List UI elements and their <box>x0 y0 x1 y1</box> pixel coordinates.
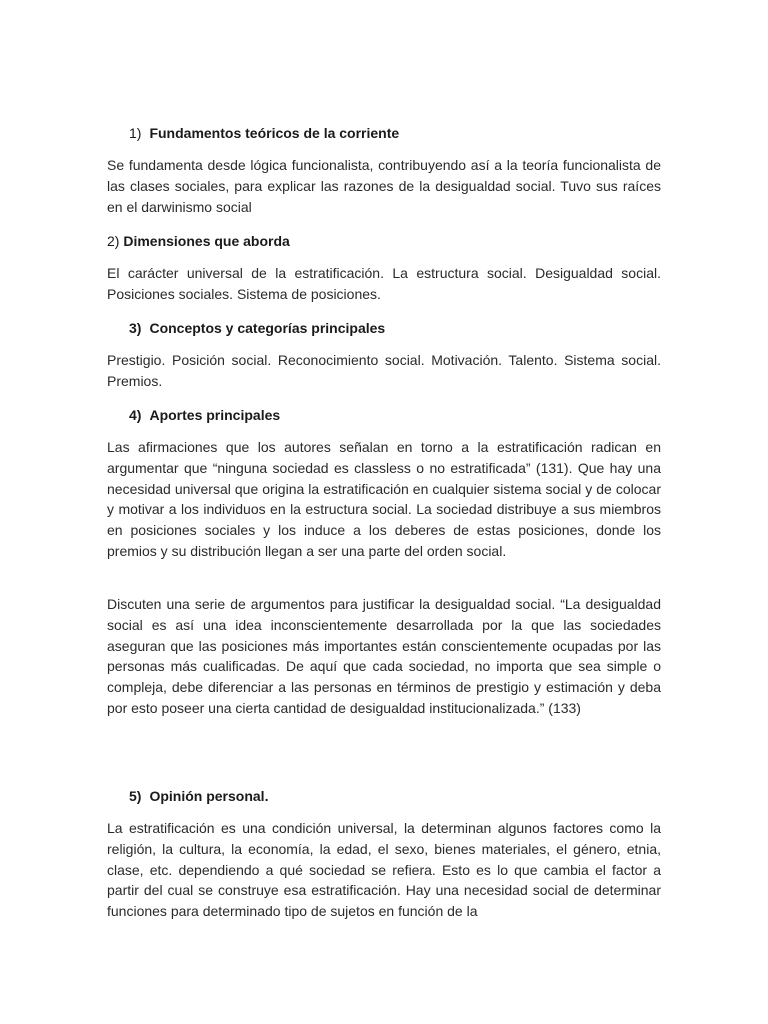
section-title: Opinión personal. <box>149 788 269 804</box>
section-3-paragraph: Prestigio. Posición social. Reconocimiento social. Motivación. Talento. Sistema social. Premios. <box>107 352 661 389</box>
section-heading-2 <box>107 231 661 251</box>
section-heading-1 <box>129 123 661 143</box>
section-heading-3 <box>129 318 661 338</box>
section-number: 2) <box>107 233 120 249</box>
section-title: Conceptos y categorías principales <box>149 320 386 336</box>
section-number: 5) <box>129 788 142 804</box>
section-number: 1) <box>129 125 142 141</box>
section-title: Fundamentos teóricos de la corriente <box>149 125 400 141</box>
section-number: 3) <box>129 320 142 336</box>
section-title: Dimensiones que aborda <box>123 233 290 249</box>
section-heading-5 <box>129 786 661 806</box>
section-5-paragraph: La estratificación es una condición universal, la determinan algunos factores como la religión, la cultura, la economía, la edad, el sexo, bienes materiales, el género, etnia, clase, etc. dependiendo a qué sociedad se refiera. Esto es lo que cambia el factor a partir del cual se construye esa estratificación. Hay una necesidad social de determinar funciones para determinado tipo de sujetos en función de la <box>107 820 661 920</box>
section-2-paragraph: El carácter universal de la estratificación. La estructura social. Desigualdad social. Posiciones sociales. Sistema de posiciones. <box>107 265 661 302</box>
section-title: Aportes principales <box>149 407 281 423</box>
section-4-paragraph-2: Discuten una serie de argumentos para justificar la desigualdad social. “La desigualdad social es así una idea inconscientemente desarrollada por la que las sociedades aseguran que las posiciones más importantes están conscientemente ocupadas por las personas más cualificadas. De aquí que cada sociedad, no importa que sea simple o compleja, debe diferenciar a las personas en términos de prestigio y estimación y deba por esto poseer una cierta cantidad de desigualdad institucionalizada.” (133) <box>107 596 661 716</box>
section-1-paragraph: Se fundamenta desde lógica funcionalista, contribuyendo así a la teoría funcionalista de las clases sociales, para explicar las razones de la desigualdad social. Tuvo sus raíces en el darwinismo social <box>107 157 661 215</box>
section-4-paragraph-1: Las afirmaciones que los autores señalan en torno a la estratificación radican en argumentar que “ninguna sociedad es classless o no estratificada” (131). Que hay una necesidad universal que origina la estratificación en cualquier sistema social y de colocar y motivar a los individuos en la estructura social. La sociedad distribuye a sus miembros en posiciones sociales y los induce a los deberes de estas posiciones, donde los premios y su distribución llegan a ser una parte del orden social. <box>107 439 661 559</box>
section-heading-4 <box>129 405 661 425</box>
section-number: 4) <box>129 407 142 423</box>
